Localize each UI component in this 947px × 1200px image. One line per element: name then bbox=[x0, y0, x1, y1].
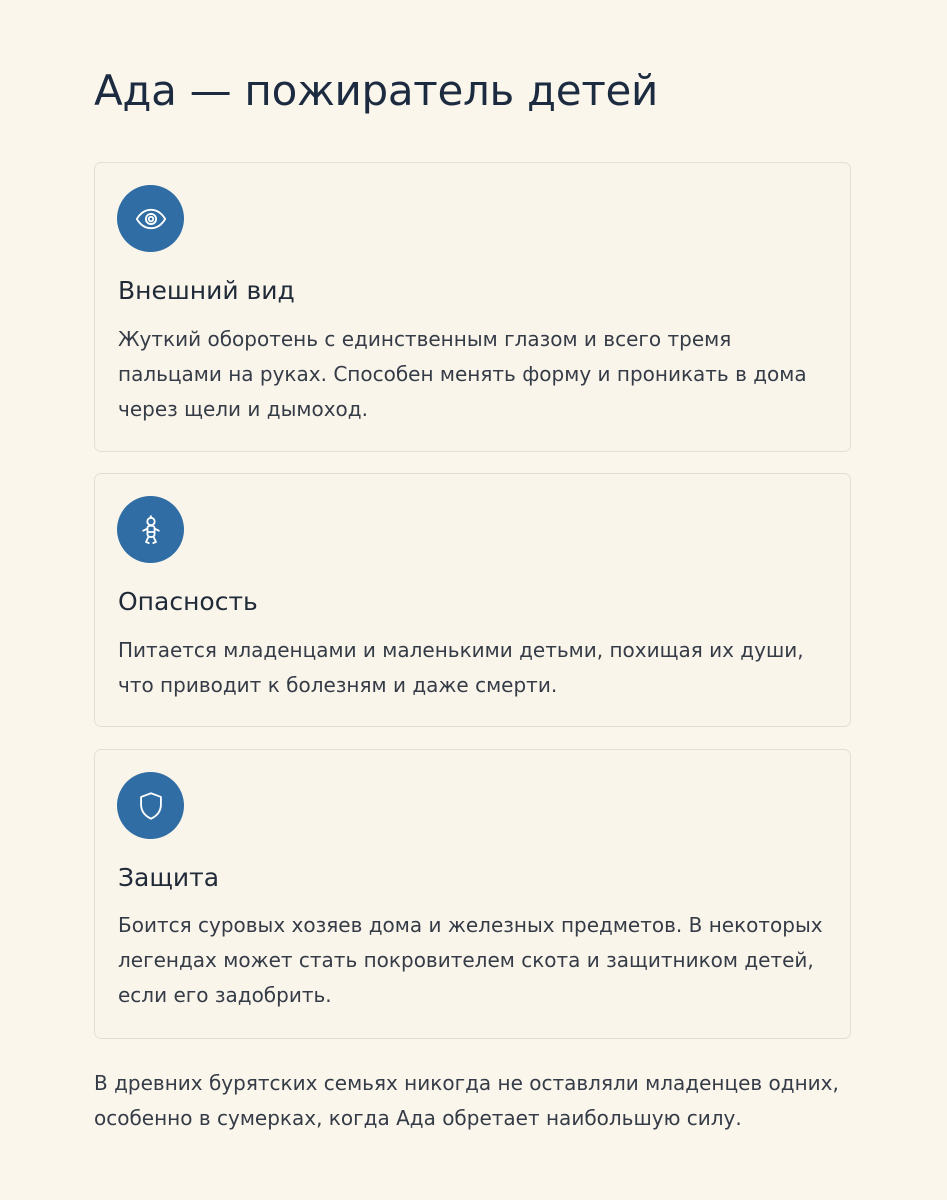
card-appearance bbox=[94, 162, 851, 452]
eye-icon bbox=[117, 185, 184, 252]
card-danger bbox=[94, 473, 851, 727]
card-text: Жуткий оборотень с единственным глазом и всего тремя пальцами на руках. Способен менять форму и проникать в дома через щели и дымоход. bbox=[118, 327, 807, 421]
card-text: Боится суровых хозяев дома и железных предметов. В некоторых легендах может стать покровителем скота и защитником детей, если его задобрить. bbox=[118, 913, 823, 1007]
page-title: Ада — пожиратель детей bbox=[94, 66, 659, 115]
card-heading: Опасность bbox=[118, 587, 258, 616]
card-text: Питается младенцами и маленькими детьми, похищая их души, что приводит к болезням и даже смерти. bbox=[118, 638, 804, 697]
baby-icon bbox=[117, 496, 184, 563]
shield-icon bbox=[117, 772, 184, 839]
card-heading: Внешний вид bbox=[118, 276, 295, 305]
card-heading: Защита bbox=[118, 863, 220, 892]
footnote: В древних бурятских семьях никогда не оставляли младенцев одних, особенно в сумерках, когда Ада обретает наибольшую силу. bbox=[94, 1071, 839, 1130]
card-protection bbox=[94, 749, 851, 1039]
